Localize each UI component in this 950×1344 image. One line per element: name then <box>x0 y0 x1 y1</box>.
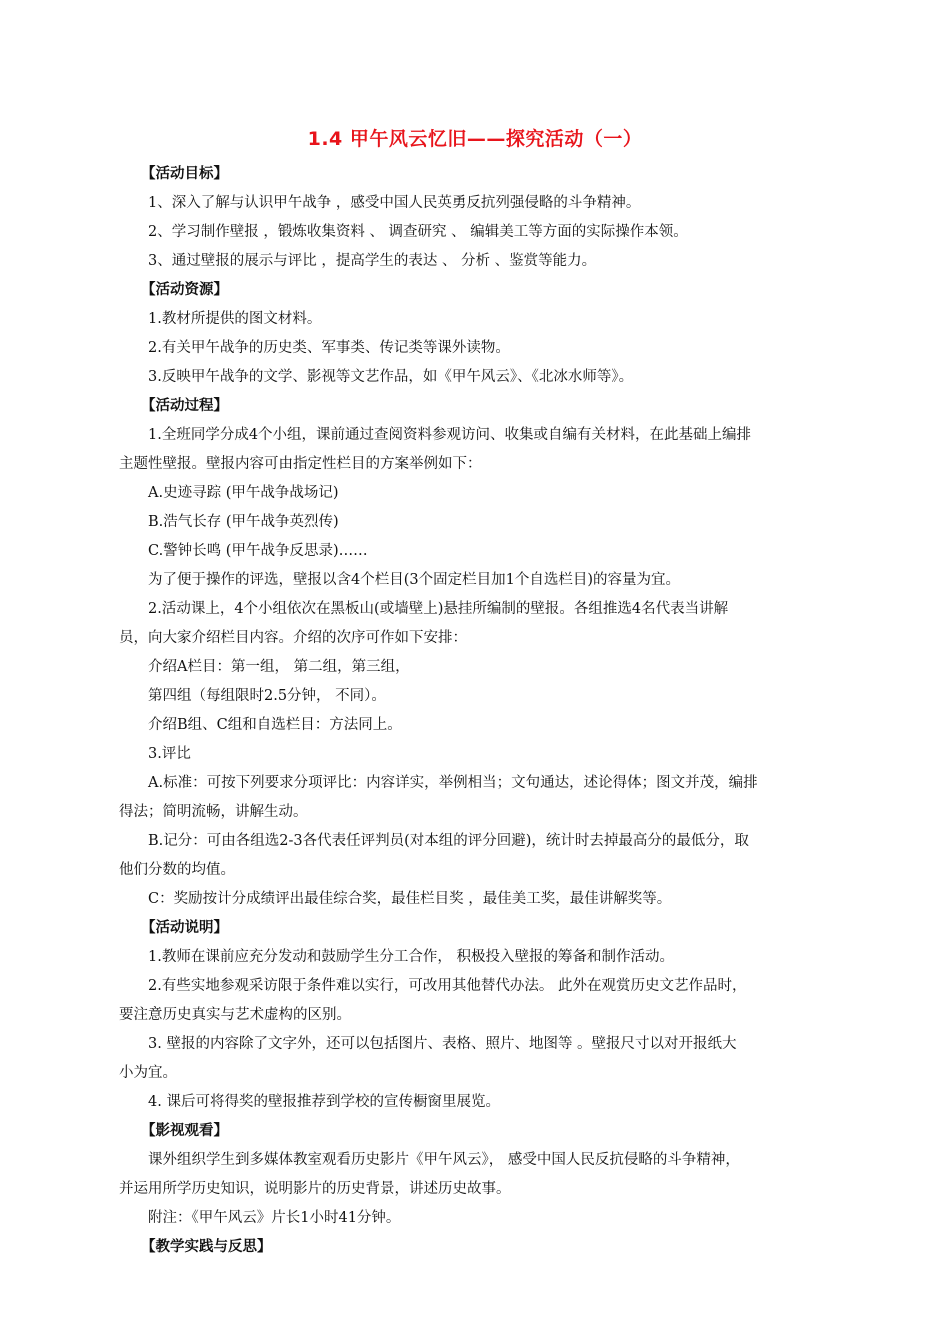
order-line: 介绍B组、C组和自选栏目：方法同上。 <box>148 717 402 733</box>
order-line: 第四组（每组限时2.5分钟， 不同）。 <box>148 688 386 704</box>
goal-item: 2、学习制作壁报 ，锻炼收集资料 、 调查研究 、 编辑美工等方面的实际操作本领。 <box>148 224 688 240</box>
reflection-heading: 【教学实践与反思】 <box>141 1239 272 1255</box>
film-heading: 【影视观看】 <box>141 1123 228 1139</box>
evaluation-awards: C：奖励按计分成绩评出最佳综合奖，最佳栏目奖 ，最佳美工奖，最佳讲解奖等。 <box>148 891 672 907</box>
goal-item: 1、深入了解与认识甲午战争 ，感受中国人民英勇反抗列强侵略的斗争精神。 <box>148 195 641 211</box>
evaluation-criteria-line: A.标准：可按下列要求分项评比：内容详实，举例相当；文句通达，述论得体；图文并茂，编排 <box>148 775 758 791</box>
column-option: C.警钟长鸣 (甲午战争反思录)…… <box>148 543 368 559</box>
film-note: 附注：《甲午风云》片长1小时41分钟。 <box>148 1210 401 1226</box>
note-item: 1.教师在课前应充分发动和鼓励学生分工合作， 积极投入壁报的筹备和制作活动。 <box>148 949 674 965</box>
column-option: B.浩气长存 (甲午战争英烈传) <box>148 514 339 530</box>
goal-item: 3、通过壁报的展示与评比 ，提高学生的表达 、 分析 、鉴赏等能力。 <box>148 253 597 269</box>
resource-item: 1.教材所提供的图文材料。 <box>148 311 322 327</box>
goals-heading: 【活动目标】 <box>141 166 228 182</box>
resources-heading: 【活动资源】 <box>141 282 228 298</box>
page-title: 1.4 甲午风云忆旧——探究活动（一） <box>307 128 643 150</box>
resource-item: 2.有关甲午战争的历史类、军事类、传记类等课外读物。 <box>148 340 510 356</box>
process-step-1-line: 1.全班同学分成4个小组，课前通过查阅资料参观访问、收集或自编有关材料，在此基础上编排 <box>148 427 752 443</box>
order-line: 介绍A栏目：第一组， 第二组，第三组， <box>148 659 410 675</box>
note-item: 4. 课后可将得奖的壁报推荐到学校的宣传橱窗里展览。 <box>148 1094 500 1110</box>
evaluation-criteria-line: 得法；简明流畅，讲解生动。 <box>119 804 308 820</box>
film-line: 课外组织学生到多媒体教室观看历史影片《甲午风云》， 感受中国人民反抗侵略的斗争精神， <box>148 1152 740 1168</box>
process-heading: 【活动过程】 <box>141 398 228 414</box>
document-body <box>119 160 839 1262</box>
film-line: 并运用所学历史知识，说明影片的历史背景，讲述历史故事。 <box>119 1181 511 1197</box>
evaluation-scoring-line: B.记分：可由各组选2-3各代表任评判员(对本组的评分回避)，统计时去掉最高分的最低分，取 <box>148 833 749 849</box>
process-step-2-line: 2.活动课上，4个小组依次在黑板山(或墙壁上)悬挂所编制的壁报。各组推选4名代表当讲解 <box>148 601 729 617</box>
note-item-line: 小为宜。 <box>119 1065 177 1081</box>
note-item-line: 2.有些实地参观采访限于条件难以实行，可改用其他替代办法。 此外在观赏历史文艺作品时， <box>148 978 747 994</box>
column-option: A.史迹寻踪 (甲午战争战场记) <box>148 485 339 501</box>
note-item-line: 要注意历史真实与艺术虚构的区别。 <box>119 1007 351 1023</box>
note-item-line: 3. 壁报的内容除了文字外，还可以包括图片、表格、照片、地图等 。壁报尺寸以对开报纸大 <box>148 1036 737 1052</box>
evaluation-scoring-line: 他们分数的均值。 <box>119 862 235 878</box>
process-step-1-line: 主题性壁报。壁报内容可由指定性栏目的方案举例如下： <box>119 456 482 472</box>
capacity-note: 为了便于操作的评选，壁报以含4个栏目(3个固定栏目加1个自选栏目)的容量为宜。 <box>148 572 680 588</box>
resource-item: 3.反映甲午战争的文学、影视等文艺作品，如《甲午风云》、《北冰水师等》。 <box>148 369 634 385</box>
evaluation-heading: 3.评比 <box>148 746 191 762</box>
process-step-2-line: 员，向大家介绍栏目内容。介绍的次序可作如下安排： <box>119 630 467 646</box>
notes-heading: 【活动说明】 <box>141 920 228 936</box>
